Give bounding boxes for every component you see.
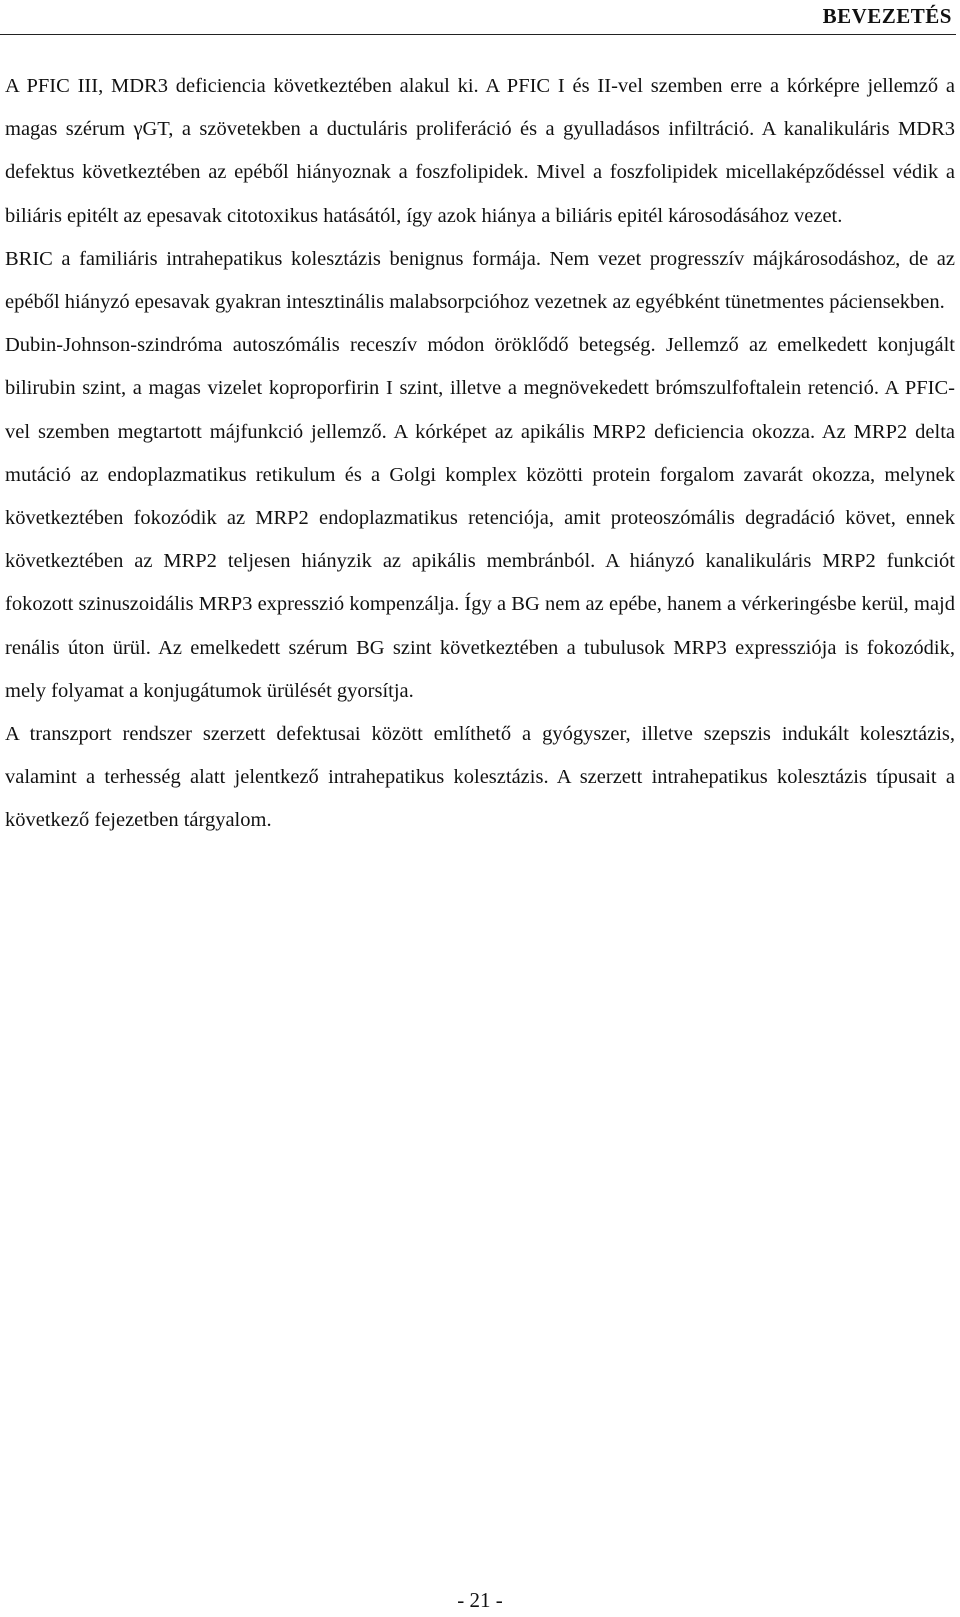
chapter-title: BEVEZETÉS xyxy=(822,4,952,28)
page-number: - 21 - xyxy=(457,1588,503,1612)
running-header xyxy=(0,0,956,35)
body-text xyxy=(5,65,955,843)
paragraph-dubin-johnson: Dubin-Johnson-szindróma autoszómális receszív módon öröklődő betegség. Jellemző az emelkedett konjugált bilirubin szint, a magas vizelet koproporfirin I szint, illetve a megnövekedett brómszulfoftalein retenció. A PFIC-vel szemben megtartott májfunkció jellemző. A kórképet az apikális MRP2 deficiencia okozza. Az MRP2 delta mutáció az endoplazmatikus retikulum és a Golgi komplex közötti protein forgalom zavarát okozza, melynek következtében fokozódik az MRP2 endoplazmatikus retenciója, amit proteoszómális degradáció követ, ennek következtében az MRP2 teljesen hiányzik az apikális membránból. A hiányzó kanalikuláris MRP2 funkciót fokozott szinuszoidális MRP3 expresszió kompenzálja. Így a BG nem az epébe, hanem a vérkeringésbe kerül, majd renális úton ürül. Az emelkedett szérum BG szint következtében a tubulusok MRP3 expressziója is fokozódik, mely folyamat a konjugátumok ürülését gyorsítja. xyxy=(5,334,955,702)
paragraph-acquired-defects: A transzport rendszer szerzett defektusai között említhető a gyógyszer, illetve szepszis indukált kolesztázis, valamint a terhesség alatt jelentkező intrahepatikus kolesztázis. A szerzett intrahepatikus kolesztázis típusait a következő fejezetben tárgyalom. xyxy=(5,723,955,832)
paragraph-bric: BRIC a familiáris intrahepatikus kolesztázis benignus formája. Nem vezet progresszív májkárosodáshoz, de az epéből hiányzó epesavak gyakran intesztinális malabsorpcióhoz vezetnek az egyébként tünetmentes páciensekben. xyxy=(5,247,955,314)
paragraph-pfic3: A PFIC III, MDR3 deficiencia következtében alakul ki. A PFIC I és II-vel szemben erre a kórképre jellemző a magas szérum γGT, a szövetekben a ductuláris proliferáció és a gyulladásos infiltráció. A kanalikuláris MDR3 defektus következtében az epéből hiányoznak a foszfolipidek. Mivel a foszfolipidek micellaképződéssel védik a biliáris epitélt az epesavak citotoxikus hatásától, így azok hiánya a biliáris epitél károsodásához vezet. xyxy=(5,75,955,227)
